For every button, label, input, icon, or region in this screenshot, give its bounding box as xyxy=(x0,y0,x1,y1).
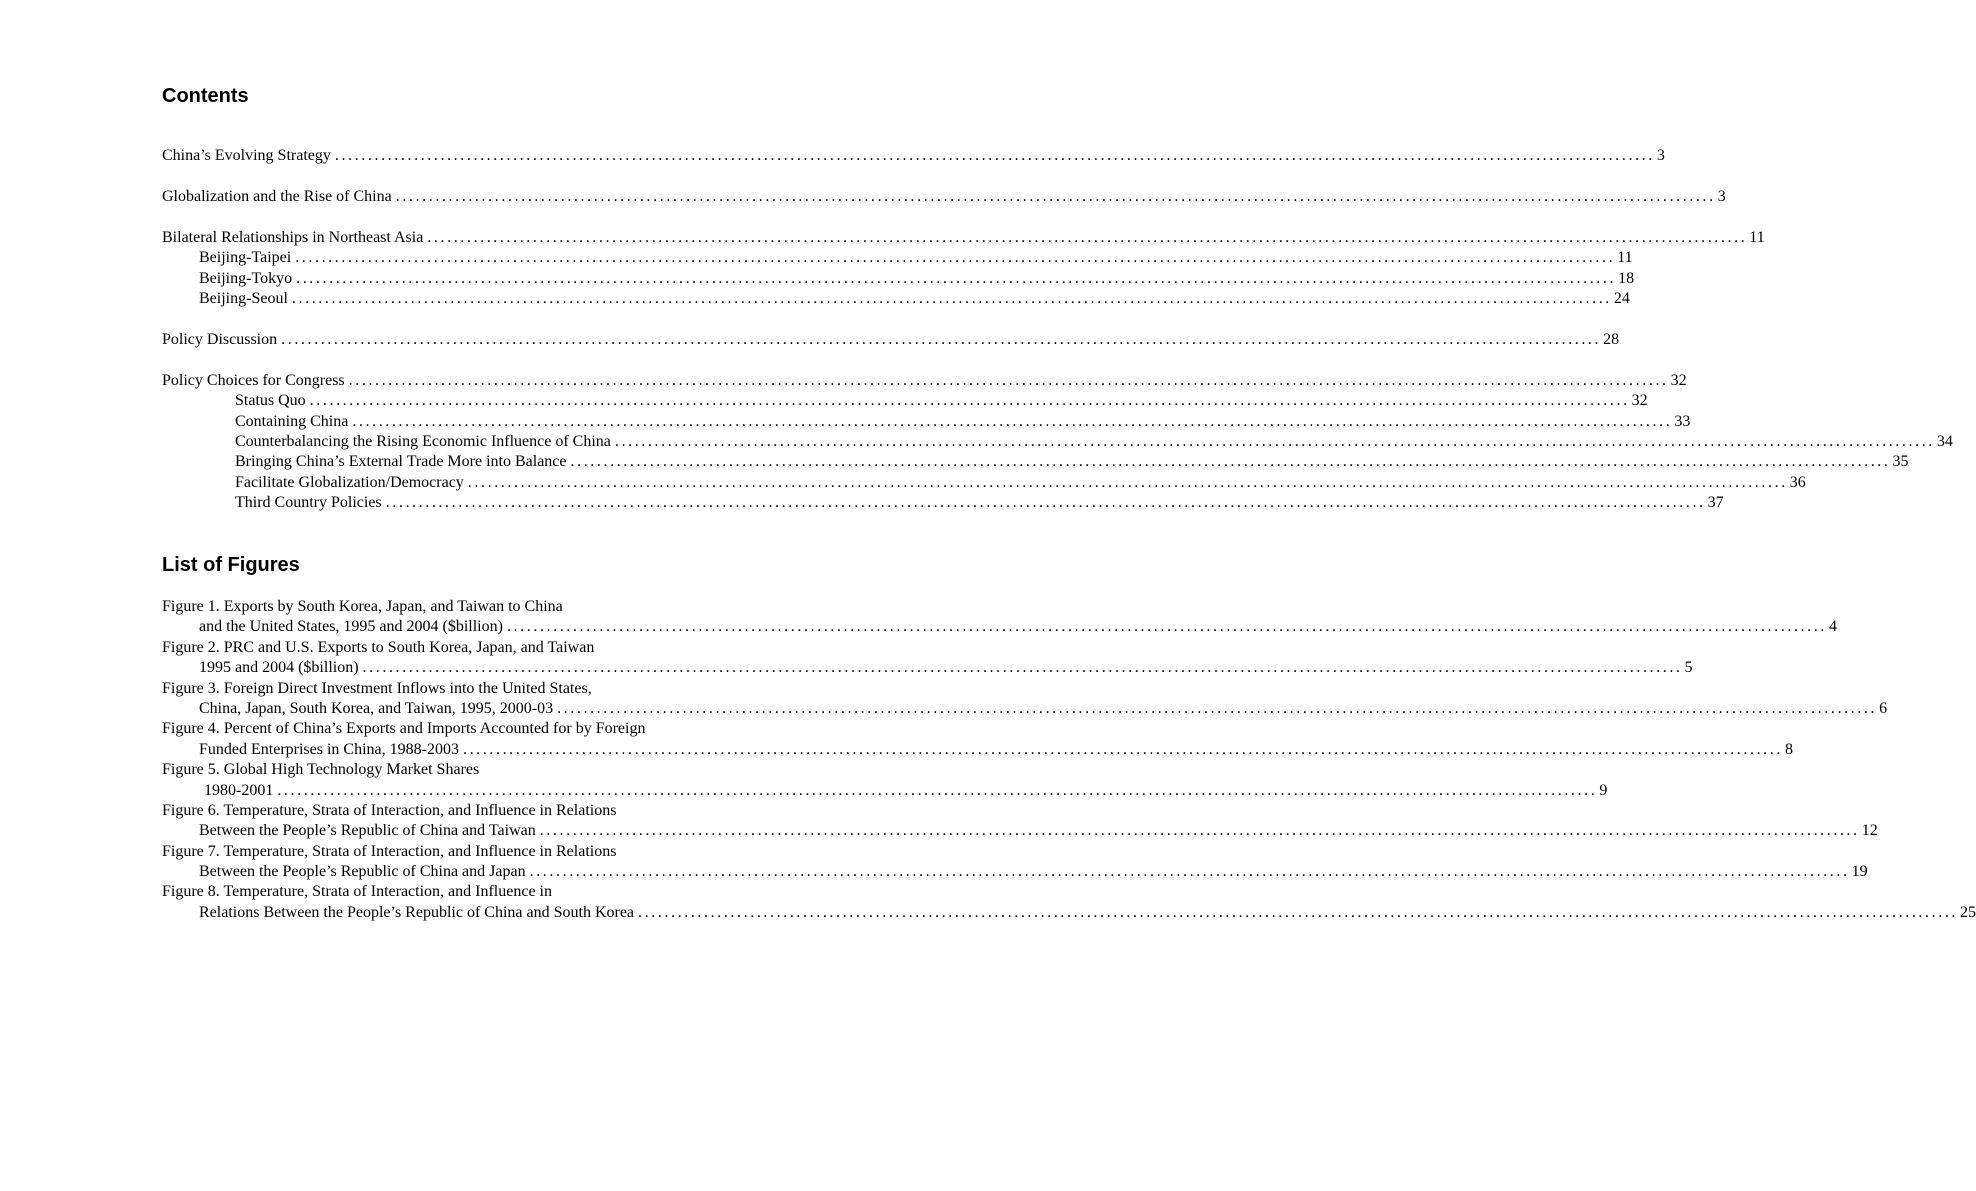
figure-entry[interactable] xyxy=(162,638,1693,679)
toc-leader-dots: ........................................................................................................................................................................................................ xyxy=(539,822,1860,840)
toc-leader-dots: ........................................................................................................................................................................................................ xyxy=(352,412,1673,430)
toc-subentry[interactable] xyxy=(162,493,1724,513)
figure-entry[interactable] xyxy=(162,842,1868,883)
list-of-figures-heading: List of Figures xyxy=(162,554,300,576)
figure-entry-continuation xyxy=(162,658,1693,678)
toc-entry-page: 3 xyxy=(1717,187,1726,205)
toc-entry[interactable] xyxy=(162,146,1665,166)
toc-subentry[interactable] xyxy=(162,289,1630,309)
figure-entry-title: Figure 7. Temperature, Strata of Interaction, and Influence in Relations xyxy=(162,842,617,860)
figure-entry-continuation xyxy=(162,903,1976,923)
toc-entry-title: China’s Evolving Strategy xyxy=(162,147,331,164)
toc-entry-title: Containing China xyxy=(235,412,349,430)
toc-entry-title: Policy Choices for Congress xyxy=(162,371,345,389)
figure-entry-title-cont: Between the People’s Republic of China and Taiwan xyxy=(199,822,536,840)
toc-leader-dots: ........................................................................................................................................................................................................ xyxy=(467,473,1788,491)
toc-leader-dots: ........................................................................................................................................................................................................ xyxy=(295,249,1616,267)
toc-entry-title: Globalization and the Rise of China xyxy=(162,187,392,205)
figure-entry-continuation xyxy=(162,740,1793,760)
toc-entry[interactable] xyxy=(162,330,1620,350)
figure-entry[interactable] xyxy=(162,719,1793,760)
toc-leader-dots: ........................................................................................................................................................................................................ xyxy=(557,699,1878,717)
figure-entry-continuation xyxy=(162,862,1868,882)
toc-subentry[interactable] xyxy=(162,473,1806,493)
toc-leader-dots: ........................................................................................................................................................................................................ xyxy=(638,903,1959,921)
toc-leader-dots: ........................................................................................................................................................................................................ xyxy=(614,432,1935,450)
toc-entry-title: Policy Discussion xyxy=(162,330,278,348)
figure-entry-title-cont: 1995 and 2004 ($billion) xyxy=(199,659,359,677)
toc-entry-page: 11 xyxy=(1617,249,1633,267)
toc-leader-dots: ........................................................................................................................................................................................................ xyxy=(291,289,1612,307)
toc-entry-page: 37 xyxy=(1707,494,1724,512)
figure-entry-title-cont: China, Japan, South Korea, and Taiwan, 1995, 2000-03 xyxy=(199,699,554,717)
figures-list xyxy=(162,597,1976,923)
toc-entry-page: 35 xyxy=(1892,453,1909,471)
toc-leader-dots: ........................................................................................................................................................................................................ xyxy=(395,187,1716,205)
toc-entry-page: 18 xyxy=(1618,269,1635,287)
contents-heading: Contents xyxy=(162,85,249,107)
toc-subentry[interactable] xyxy=(162,269,1635,289)
figure-entry-continuation xyxy=(162,821,1878,841)
toc-subentry[interactable] xyxy=(162,248,1633,268)
toc-entry-page: 28 xyxy=(1603,330,1620,348)
toc-entry[interactable] xyxy=(162,371,1687,391)
toc-entry-page: 24 xyxy=(1613,289,1630,307)
toc-group xyxy=(162,228,1765,310)
toc-subentry[interactable] xyxy=(162,412,1691,432)
toc-subentry[interactable] xyxy=(162,432,1953,452)
toc-group xyxy=(162,371,1953,514)
figure-entry[interactable] xyxy=(162,679,1888,720)
toc-entry-title: Third Country Policies xyxy=(235,494,382,512)
toc-entry-page: 36 xyxy=(1789,473,1806,491)
toc-leader-dots: ........................................................................................................................................................................................................ xyxy=(309,392,1630,410)
toc-entry-title: Beijing-Seoul xyxy=(199,289,288,307)
figure-entry-title-cont: Between the People’s Republic of China and Japan xyxy=(199,863,526,881)
toc-leader-dots: ........................................................................................................................................................................................................ xyxy=(296,269,1617,287)
figure-entry-title: Figure 1. Exports by South Korea, Japan, and Taiwan to China xyxy=(162,598,563,615)
figure-entry[interactable] xyxy=(162,882,1976,923)
figure-entry-page: 12 xyxy=(1861,822,1878,840)
toc-entry-page: 34 xyxy=(1936,432,1953,450)
toc-entry[interactable] xyxy=(162,187,1726,207)
figure-entry-continuation xyxy=(162,617,1837,637)
figure-entry-page: 4 xyxy=(1828,618,1837,636)
figure-entry-page: 9 xyxy=(1599,781,1608,799)
figure-entry-continuation xyxy=(162,699,1888,719)
figure-entry[interactable] xyxy=(162,760,1608,801)
figure-entry-page: 25 xyxy=(1960,903,1976,921)
figure-entry-title: Figure 6. Temperature, Strata of Interaction, and Influence in Relations xyxy=(162,801,617,819)
figure-entry-title-cont: Funded Enterprises in China, 1988-2003 xyxy=(199,740,459,758)
toc-group xyxy=(162,330,1620,350)
toc-subentry[interactable] xyxy=(162,391,1648,411)
toc-leader-dots: ........................................................................................................................................................................................................ xyxy=(362,659,1683,677)
figure-entry[interactable] xyxy=(162,801,1878,842)
toc-entry-title: Bilateral Relationships in Northeast Asia xyxy=(162,228,424,246)
toc-leader-dots: ........................................................................................................................................................................................................ xyxy=(529,863,1850,881)
toc-entry-page: 11 xyxy=(1749,228,1765,246)
toc-entry-page: 3 xyxy=(1656,147,1665,164)
figure-entry-title-cont: Relations Between the People’s Republic of China and South Korea xyxy=(199,903,635,921)
figure-entry-title-cont: and the United States, 1995 and 2004 ($billion) xyxy=(199,618,503,636)
toc-entry-page: 33 xyxy=(1674,412,1691,430)
figure-entry-title-cont: 1980-2001 xyxy=(204,781,274,799)
toc-leader-dots: ........................................................................................................................................................................................................ xyxy=(570,453,1891,471)
figure-entry-title: Figure 2. PRC and U.S. Exports to South Korea, Japan, and Taiwan xyxy=(162,638,595,656)
toc-leader-dots: ........................................................................................................................................................................................................ xyxy=(348,371,1669,389)
toc-entry-title: Counterbalancing the Rising Economic Influence of China xyxy=(235,432,611,450)
toc-entry-title: Facilitate Globalization/Democracy xyxy=(235,473,464,491)
toc-subentry[interactable] xyxy=(162,452,1909,472)
toc-entry-title: Status Quo xyxy=(235,392,306,410)
toc-group xyxy=(162,187,1726,207)
toc-leader-dots: ........................................................................................................................................................................................................ xyxy=(277,781,1598,799)
figure-entry[interactable] xyxy=(162,597,1837,638)
figure-entry-title: Figure 3. Foreign Direct Investment Inflows into the United States, xyxy=(162,679,592,697)
figure-entry-page: 6 xyxy=(1879,699,1888,717)
toc-entry-title: Beijing-Tokyo xyxy=(199,269,293,287)
figure-entry-page: 19 xyxy=(1851,863,1868,881)
toc-leader-dots: ........................................................................................................................................................................................................ xyxy=(462,740,1783,758)
toc-group xyxy=(162,146,1665,166)
figure-entry-title: Figure 8. Temperature, Strata of Interaction, and Influence in xyxy=(162,883,552,901)
contents-list xyxy=(162,146,1953,534)
toc-leader-dots: ........................................................................................................................................................................................................ xyxy=(334,147,1655,164)
figure-entry-page: 8 xyxy=(1784,740,1793,758)
toc-leader-dots: ........................................................................................................................................................................................................ xyxy=(281,330,1602,348)
toc-entry-page: 32 xyxy=(1631,392,1648,410)
toc-entry-title: Beijing-Taipei xyxy=(199,249,292,267)
figure-entry-continuation xyxy=(162,781,1608,801)
figure-entry-title: Figure 5. Global High Technology Market Shares xyxy=(162,761,480,779)
toc-leader-dots: ........................................................................................................................................................................................................ xyxy=(427,228,1748,246)
toc-leader-dots: ........................................................................................................................................................................................................ xyxy=(506,618,1827,636)
toc-entry[interactable] xyxy=(162,228,1765,248)
figure-entry-title: Figure 4. Percent of China’s Exports and Imports Accounted for by Foreign xyxy=(162,720,646,738)
figure-entry-page: 5 xyxy=(1684,659,1693,677)
toc-entry-page: 32 xyxy=(1670,371,1687,389)
toc-entry-title: Bringing China’s External Trade More into Balance xyxy=(235,453,567,471)
toc-leader-dots: ........................................................................................................................................................................................................ xyxy=(385,494,1706,512)
